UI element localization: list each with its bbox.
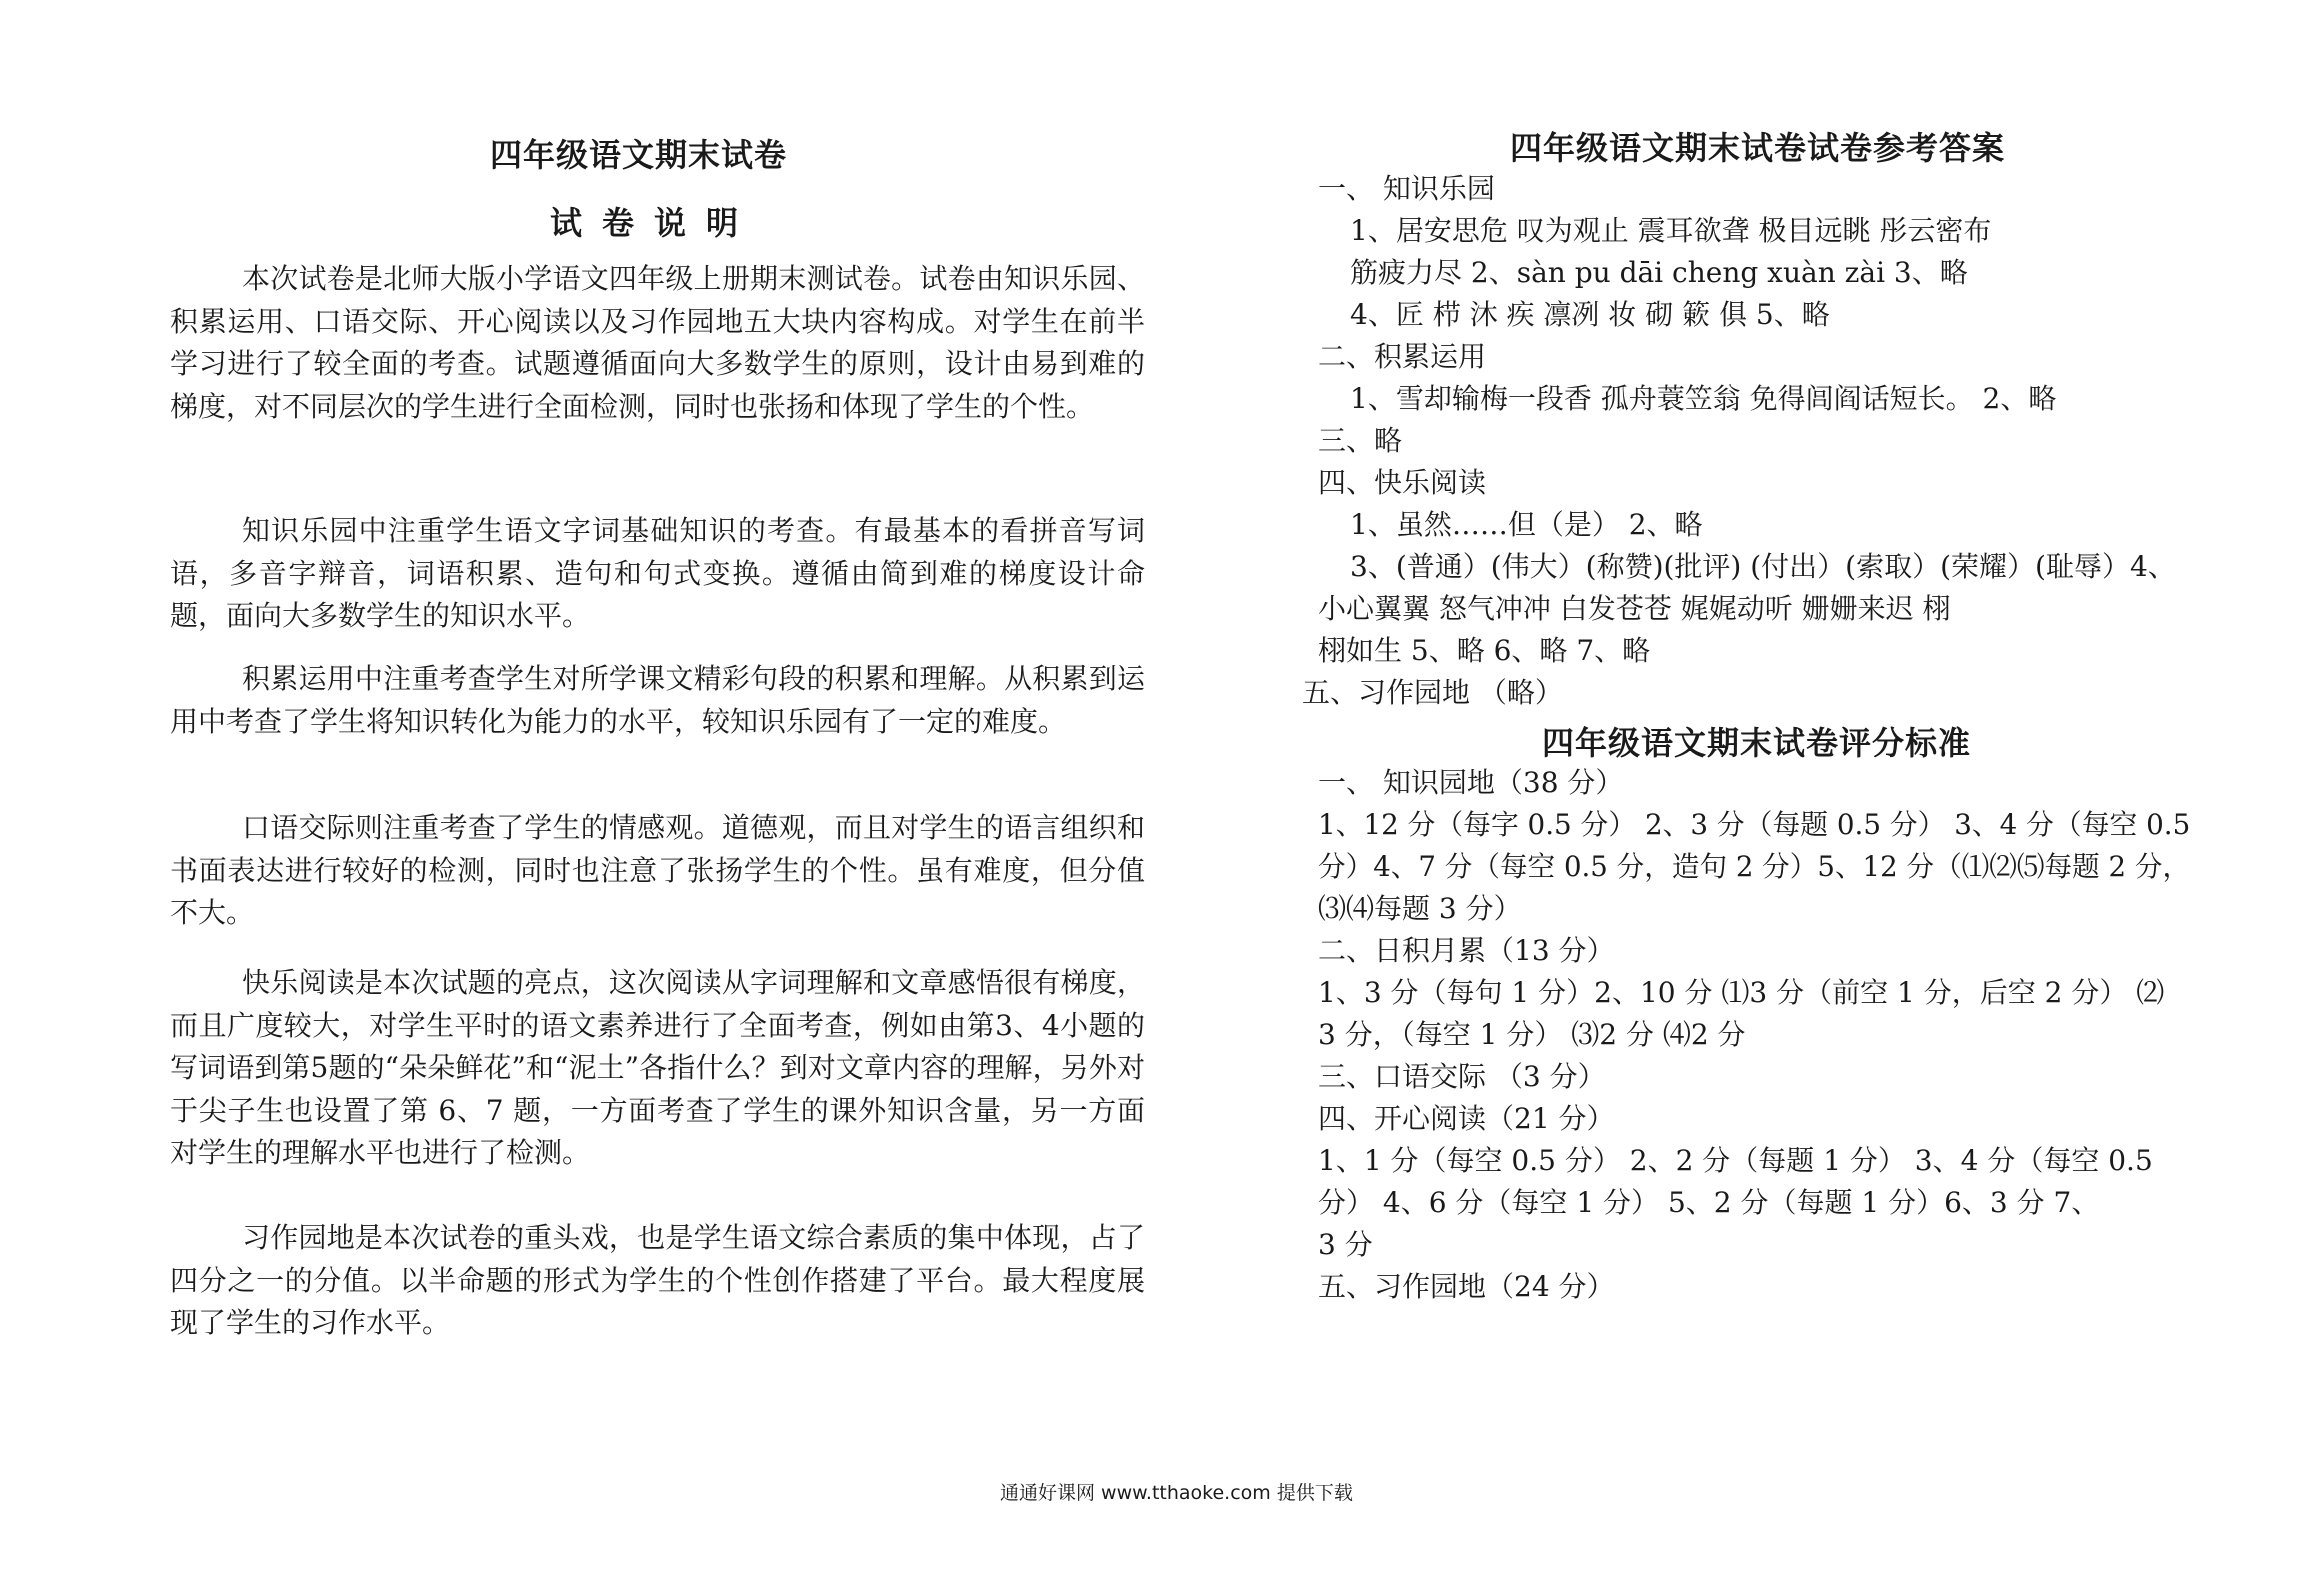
scoring-line: 分） 4、6 分（每空 1 分） 5、2 分（每题 1 分）6、3 分 7、 (1318, 1186, 2100, 1219)
paragraph-5: 快乐阅读是本次试题的亮点，这次阅读从字词理解和文章感悟很有梯度，而且广度较大，对学生平时的语文素养进行了全面考查，例如由第3、4小题的写词语到第5题的“朵朵鲜花”和“泥土”各指什么？到对文章内容的理解，另外对于尖子生也设置了第 6、7 题，一方面考查了学生的课外知识含量，另一方面对学生的理解水平也进行了检测。 (170, 966, 1145, 1170)
scoring-line: 三、口语交际 （3 分） (1318, 1060, 1606, 1093)
scoring-line: 1、1 分（每空 0.5 分） 2、2 分（每题 1 分） 3、4 分（每空 0.5 (1318, 1144, 2153, 1177)
scoring-title: 四年级语文期末试卷评分标准 (1542, 724, 1972, 762)
footer-credit: 通通好课网 www.tthaoke.com 提供下载 (1000, 1482, 1353, 1504)
answer-line: 小心翼翼 怒气冲冲 白发苍苍 娓娓动听 姗姗来迟 栩 (1318, 592, 1951, 625)
answer-line: 四、快乐阅读 (1318, 466, 1487, 499)
scoring-line: 一、 知识园地（38 分） (1318, 766, 1624, 799)
exam-title: 四年级语文期末试卷 (490, 136, 788, 174)
scoring-line: 五、习作园地（24 分） (1318, 1270, 1615, 1303)
answer-line: 1、雪却输梅一段香 孤舟蓑笠翁 免得闾阎话短长。 2、略 (1350, 382, 2057, 415)
scoring-line: 分）4、7 分（每空 0.5 分，造句 2 分）5、12 分（⑴⑵⑸每题 2 分， (1318, 850, 2191, 883)
answer-line: 一、 知识乐园 (1318, 172, 1495, 205)
answer-line: 1、虽然……但（是） 2、略 (1350, 508, 1703, 541)
answer-line: 1、居安思危 叹为观止 震耳欲聋 极目远眺 彤云密布 (1350, 214, 1992, 247)
paragraph-3: 积累运用中注重考查学生对所学课文精彩句段的积累和理解。从积累到运用中考查了学生将知识转化为能力的水平，较知识乐园有了一定的难度。 (170, 662, 1145, 738)
paragraph-6: 习作园地是本次试卷的重头戏，也是学生语文综合素质的集中体现，占了四分之一的分值。以半命题的形式为学生的个性创作搭建了平台。最大程度展现了学生的习作水平。 (170, 1221, 1145, 1340)
paragraph-1: 本次试卷是北师大版小学语文四年级上册期末测试卷。试卷由知识乐园、积累运用、口语交际、开心阅读以及习作园地五大块内容构成。对学生在前半学习进行了较全面的考查。试题遵循面向大多数学生的原则，设计由易到难的梯度，对不同层次的学生进行全面检测，同时也张扬和体现了学生的个性。 (170, 262, 1145, 423)
answer-line: 二、积累运用 (1318, 340, 1487, 373)
exam-subtitle: 试卷说明 (550, 204, 759, 242)
scoring-line: 1、12 分（每字 0.5 分） 2、3 分（每题 0.5 分） 3、4 分（每空 0.5 (1318, 808, 2191, 841)
scoring-line: 二、日积月累（13 分） (1318, 934, 1615, 967)
scoring-line: ⑶⑷每题 3 分） (1318, 892, 1522, 925)
answer-line: 三、略 (1318, 424, 1403, 457)
answer-title: 四年级语文期末试卷试卷参考答案 (1510, 129, 2006, 167)
answer-line: 栩如生 5、略 6、略 7、略 (1318, 634, 1651, 667)
scoring-line: 3 分 (1318, 1228, 1373, 1261)
answer-line: 筋疲力尽 2、sàn pu dāi cheng xuàn zài 3、略 (1350, 256, 1968, 289)
answer-line: 3、(普通）(伟大）(称赞)(批评) (付出）(索取）(荣耀）(耻辱）4、 (1350, 550, 2176, 583)
scoring-line: 1、3 分（每句 1 分）2、10 分 ⑴3 分（前空 1 分，后空 2 分） ⑵ (1318, 976, 2165, 1009)
scoring-line: 四、开心阅读（21 分） (1318, 1102, 1615, 1135)
scoring-line: 3 分，（每空 1 分） ⑶2 分 ⑷2 分 (1318, 1018, 1746, 1051)
answer-line: 五、习作园地 （略） (1302, 676, 1563, 709)
answer-line: 4、匠 栉 沐 疾 凛冽 妆 砌 簌 俱 5、略 (1350, 298, 1830, 331)
paragraph-4: 口语交际则注重考查了学生的情感观。道德观，而且对学生的语言组织和书面表达进行较好的检测，同时也注意了张扬学生的个性。虽有难度，但分值不大。 (170, 811, 1145, 930)
paragraph-2: 知识乐园中注重学生语文字词基础知识的考查。有最基本的看拼音写词语，多音字辩音，词语积累、造句和句式变换。遵循由简到难的梯度设计命题，面向大多数学生的知识水平。 (170, 514, 1145, 633)
